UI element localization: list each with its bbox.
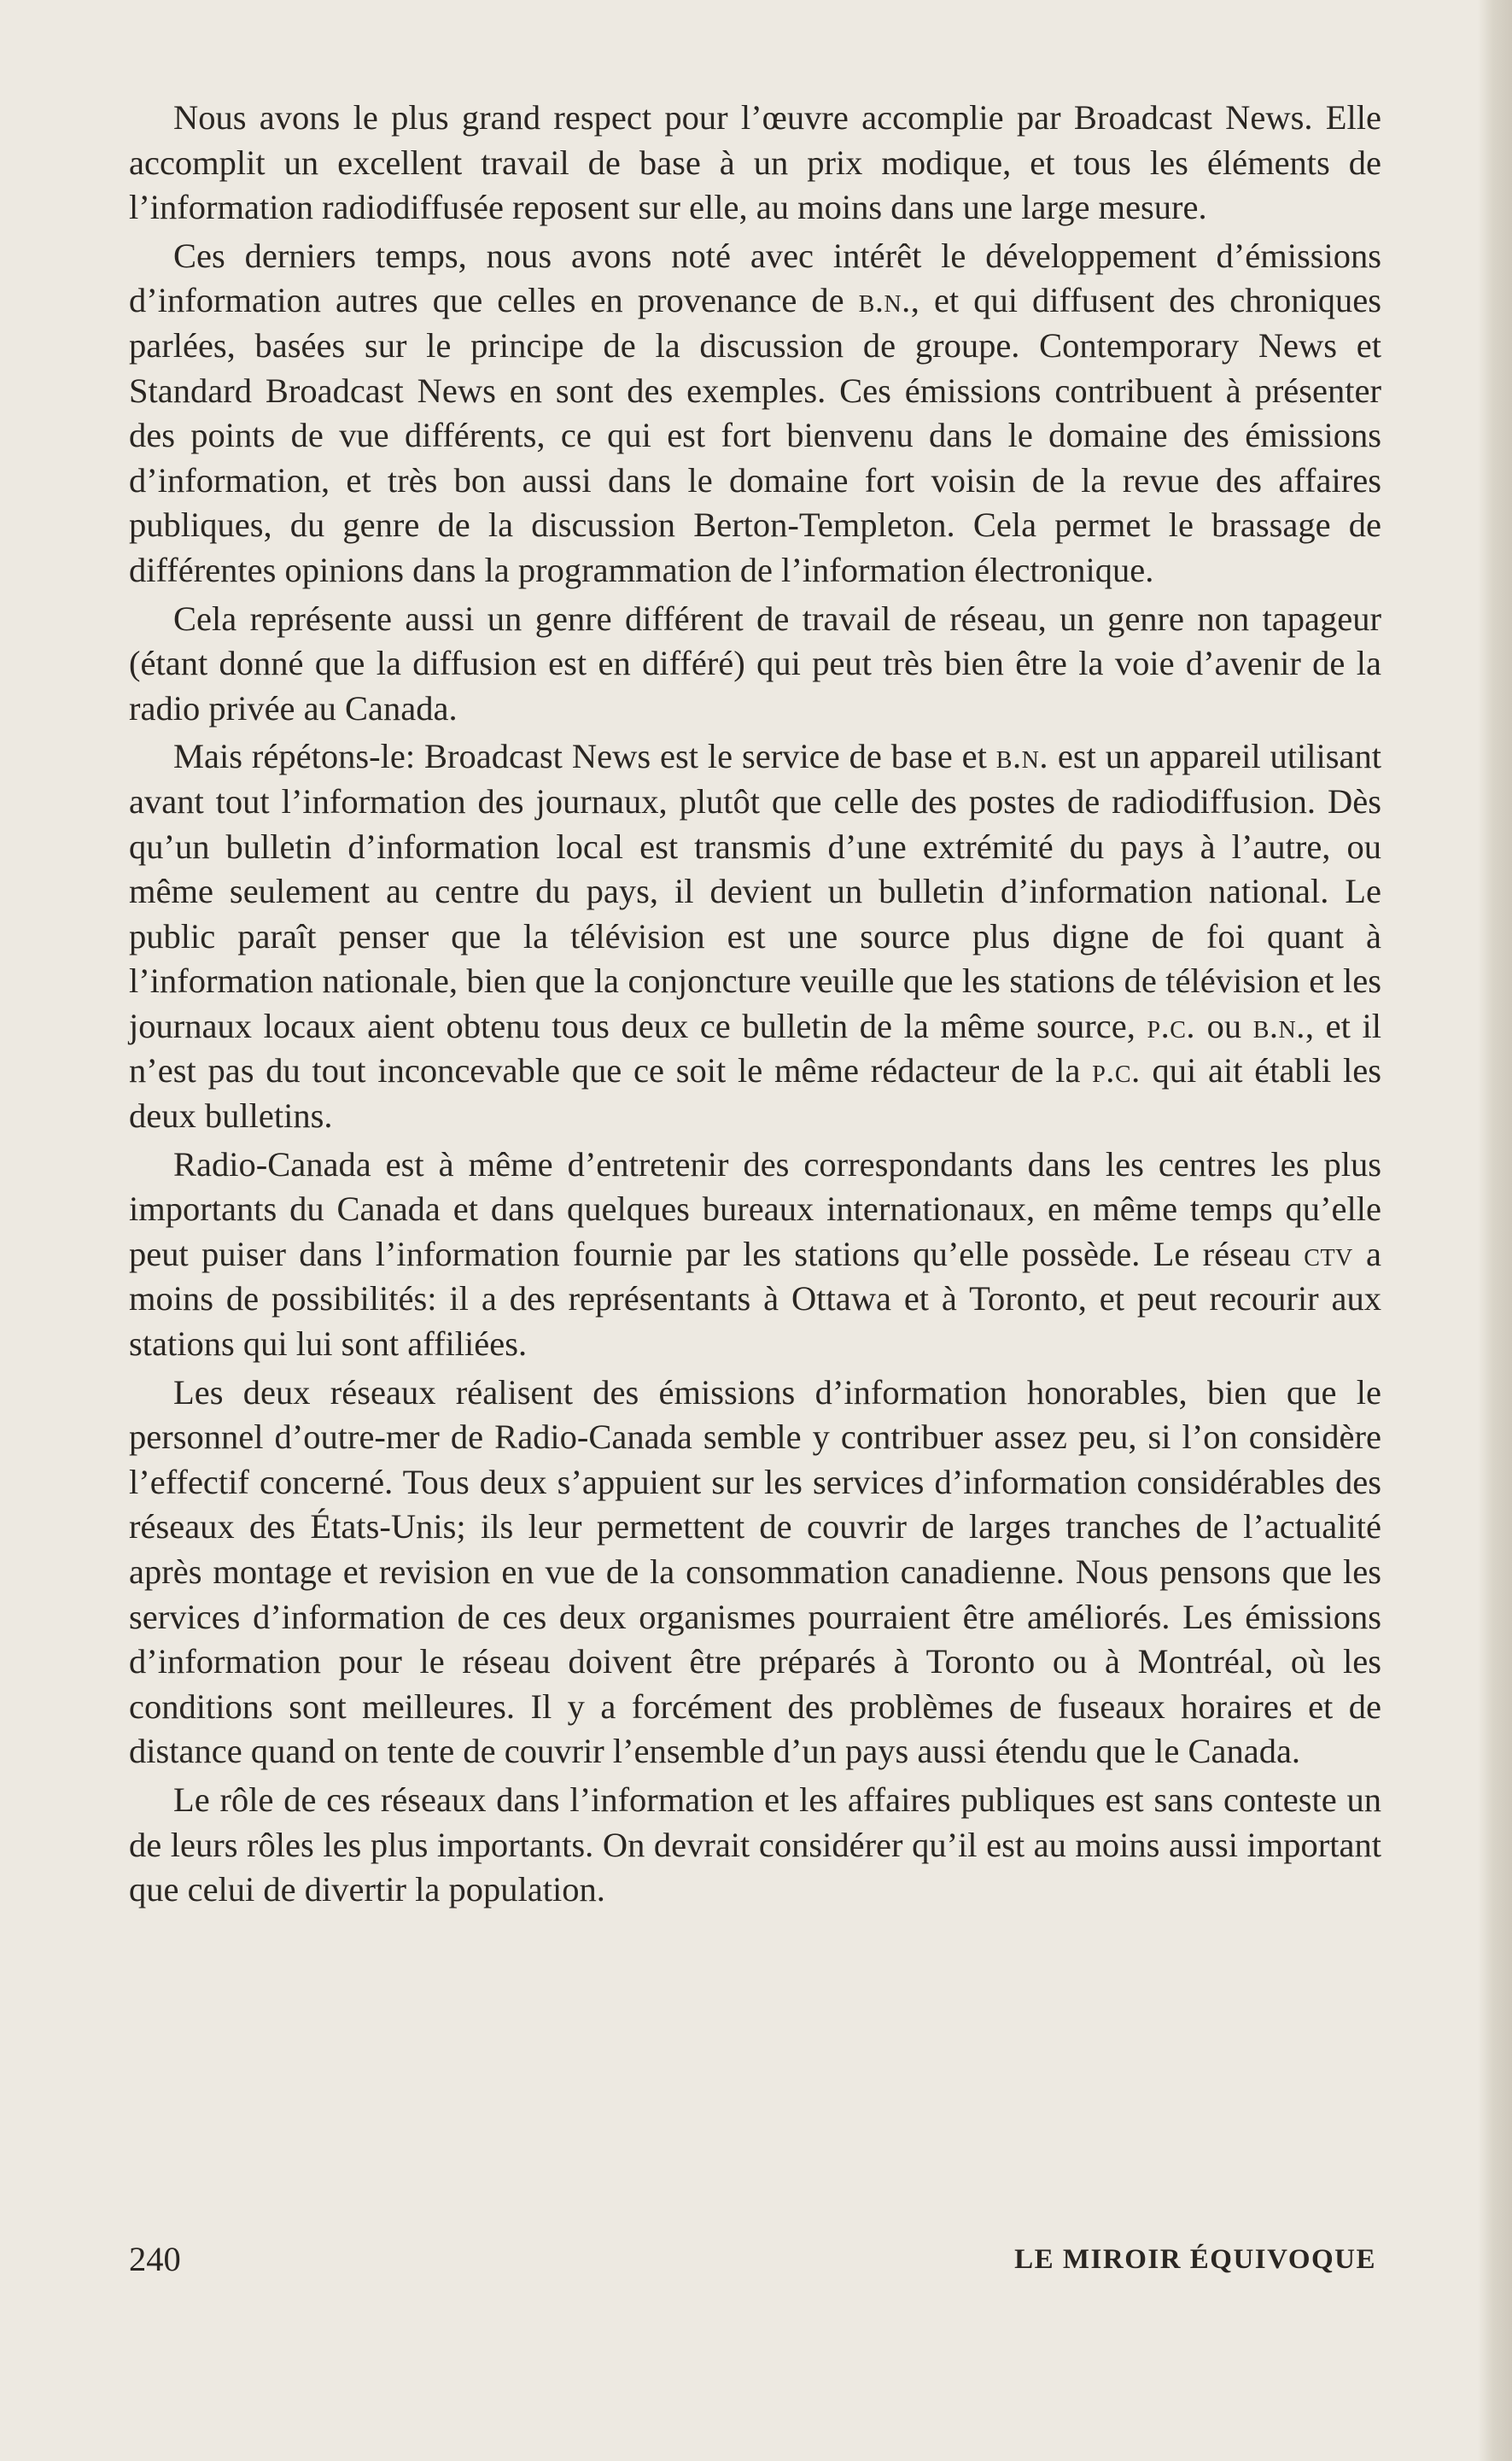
abbreviation: b.n.	[858, 281, 911, 320]
page-footer	[129, 2237, 1381, 2289]
page-number: 240	[129, 2240, 181, 2278]
paragraph: Ces derniers temps, nous avons noté avec intérêt le développement d’émissions d’information autres que celles en provenance de b.n., et qui diffusent des chroniques parlées, basées sur le principe de la discussion de groupe. Contemporary News et Standard Broadcast News en sont des exemples. Ces émissions contribuent à présenter des points de vue différents, ce qui est fort bienvenu dans le domaine des émissions d’information, et très bon aussi dans le domaine fort voisin de la revue des affaires publiques, du genre de la discussion Berton-Templeton. Cela permet le brassage de différentes opinions dans la programmation de l’information électronique.	[129, 236, 1381, 589]
paragraph: Nous avons le plus grand respect pour l’œuvre accomplie par Broadcast News. Elle accomplit un excellent travail de base à un prix modique, et tous les éléments de l’information radiodiffusée reposent sur elle, au moins dans une large mesure.	[129, 98, 1381, 227]
paragraph: Le rôle de ces réseaux dans l’information et les affaires publiques est sans conteste un de leurs rôles les plus importants. On devrait considérer qu’il est au moins aussi important que celui de divertir la population.	[129, 1780, 1381, 1909]
paragraph: Les deux réseaux réalisent des émissions d’information honorables, bien que le personnel d’outre-mer de Radio-Canada semble y contribuer assez peu, si l’on considère l’effectif concerné. Tous deux s’appuient sur les services d’information considérables des réseaux des États-Unis; ils leur permettent de couvrir de larges tranches de l’actualité après montage et revision en vue de la consommation canadienne. Nous pensons que les services d’information de ces deux organismes pourraient être améliorés. Les émissions d’information pour le réseau doivent être préparés à Toronto ou à Montréal, où les conditions sont meilleures. Il y a forcément des problèmes de fuseaux horaires et de distance quand on tente de couvrir l’ensemble d’un pays aussi étendu que le Canada.	[129, 1372, 1381, 1771]
abbreviation: p.c.	[1147, 1006, 1195, 1045]
abbreviation: b.n.	[995, 737, 1048, 776]
page-spine-shadow	[1478, 0, 1512, 2461]
running-title: LE MIROIR ÉQUIVOQUE	[1014, 2244, 1376, 2275]
body-text	[129, 96, 1381, 1916]
abbreviation: p.c.	[1092, 1051, 1141, 1090]
paragraph: Radio-Canada est à même d’entretenir des correspondants dans les centres les plus importants du Canada et dans quelques bureaux internationaux, en même temps qu’elle peut puiser dans l’information fournie par les stations qu’elle possède. Le réseau ctv a moins de possibilités: il a des représentants à Ottawa et à Toronto, et peut recourir aux stations qui lui sont affiliées.	[129, 1144, 1381, 1364]
paragraph: Mais répétons-le: Broadcast News est le service de base et b.n. est un appareil utilisant avant tout l’information des journaux, plutôt que celle des postes de radiodiffusion. Dès qu’un bulletin d’information local est transmis d’une extrémité du pays à l’autre, ou même seulement au centre du pays, il devient un bulletin d’information national. Le public paraît penser que la télévision est une source plus digne de foi quant à l’information nationale, bien que la conjoncture veuille que les stations de télévision et les journaux locaux aient obtenu tous deux ce bulletin de la même source, p.c. ou b.n., et il n’est pas du tout inconcevable que ce soit le même rédacteur de la p.c. qui ait établi les deux bulletins.	[129, 737, 1382, 1136]
abbreviation: ctv	[1304, 1234, 1353, 1273]
paragraph: Cela représente aussi un genre différent de travail de réseau, un genre non tapageur (étant donné que la diffusion est en différé) qui peut très bien être la voie d’avenir de la radio privée au Canada.	[129, 599, 1381, 728]
abbreviation: b.n.	[1252, 1006, 1305, 1045]
